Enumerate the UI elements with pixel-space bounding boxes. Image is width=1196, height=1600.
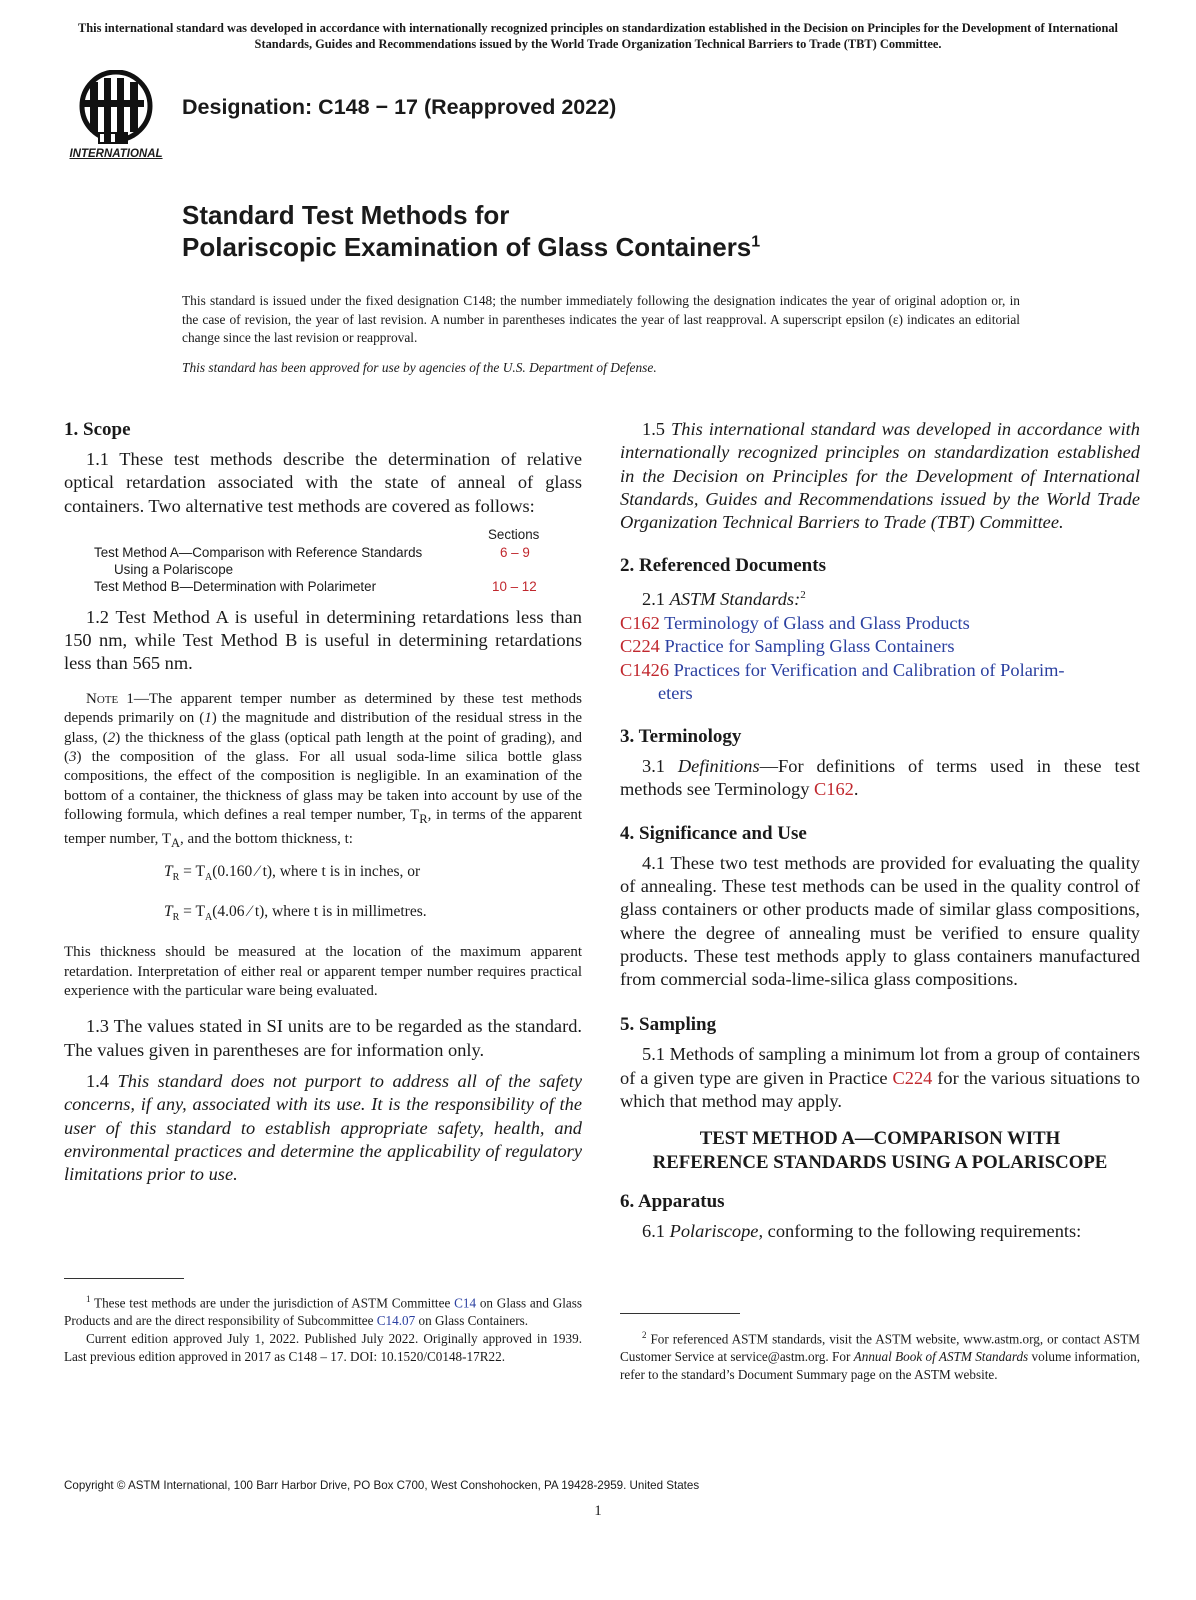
section-heading-scope: 1. Scope [64, 419, 131, 440]
section-heading-referenced-documents: 2. Referenced Documents [620, 555, 826, 577]
wto-notice: This international standard was developed in accordance with internationally recognized principles on standardization established in the Decision on Principles for the Development of International Standards, Guides and Recommendations issued by the World Trade Organization Technical Barriers to Trade (TBT) Committee. [77, 21, 1119, 51]
astm-standards-label: 2.1 ASTM Standards:$^2$ [642, 589, 806, 610]
link-c224[interactable]: C224 [892, 1067, 933, 1088]
toc-method-a: Test Method A—Comparison with Reference Standards [94, 544, 423, 560]
note-label: Note 1 [86, 690, 134, 707]
paragraph-3-1: 3.1 Definitions—For definitions of terms used in these test methods see Terminology C162. [620, 756, 1140, 800]
footnote-2: $^2$ For referenced ASTM standards, visit the ASTM website, www.astm.org, or contact ASTM Customer Service at service@astm.org. For Annual Book of ASTM Standards volume information, refer to the standard’s Document Summary page on the ASTM website. [620, 1330, 1140, 1383]
ref-item-c1426[interactable]: C1426 Practices for Verification and Calibration of Polarim- [620, 659, 1065, 680]
paragraph-1-3: 1.3 The values stated in SI units are to be regarded as the standard. The values given in parentheses are for information only. [64, 1016, 582, 1060]
paragraph-6-1: 6.1 Polariscope, conforming to the following requirements: [642, 1221, 1082, 1242]
note-1: Note 1—The apparent temper number as determined by these test methods depends primarily on (1) the magnitude and distribution of the residual stress in the glass, (2) the thickness of the glass (optical path length at the point of grading), and (3) the composition of the glass. For all usual soda-lime silica bottle glass compositions, the effect of the composition is negligible. In an examination of the bottom of a container, the thickness of glass may be taken into account by use of the following formula, which defines a real temper number, $T_R$, in terms of the apparent temper number, $T_A$, and the bottom thickness, t: [64, 690, 582, 850]
paragraph-1-4: 1.4 This standard does not purport to address all of the safety concerns, if any, associated with its use. It is the responsibility of the user of this standard to establish appropriate safety, health, and environmental practices and determine the applicability of regulatory limitations prior to use. [64, 1071, 582, 1185]
toc-method-b: Test Method B—Determination with Polarimeter [94, 578, 377, 594]
right-column [620, 418, 1140, 1244]
footnote-1-edition: Current edition approved July 1, 2022. Published July 2022. Originally approved in 1939. Last previous edition approved in 2017 as C148 – 17. DOI: 10.1520/C0148-17R22. [64, 1331, 582, 1365]
designation: Designation: C148 − 17 (Reapproved 2022) [182, 95, 617, 119]
title-line-2 [182, 231, 760, 263]
formula-millimetres: $T_R = T_A(4.06$ ⁄ t), where t is in millimetres. [164, 903, 427, 924]
sections-table [64, 526, 582, 606]
note-1-continuation: This thickness should be measured at the location of the maximum apparent retardation. Interpretation of either real or apparent temper number requires practical experience with the particular ware being evaluated. [64, 944, 582, 1000]
title-line-1: Standard Test Methods for [182, 200, 510, 230]
section-heading-terminology: 3. Terminology [620, 726, 742, 748]
title-line-2-text: Polariscopic Examination of Glass Containers [182, 232, 752, 262]
issue-note: This standard is issued under the fixed designation C148; the number immediately following the designation indicates the year of original adoption or, in the case of revision, the year of last revision. A number in parentheses indicates the year of last reapproval. A superscript epsilon (ε) indicates an editorial change since the last revision or reapproval. [182, 293, 1020, 345]
toc-method-a-cont: Using a Polariscope [114, 561, 234, 577]
document-title [182, 199, 760, 263]
toc-method-b-sections[interactable]: 10 – 12 [492, 578, 537, 594]
test-method-a-line-1: TEST METHOD A—COMPARISON WITH [699, 1128, 1061, 1150]
section-heading-significance: 4. Significance and Use [620, 822, 807, 844]
ref-item-c1426-cont[interactable]: eters [658, 682, 693, 703]
paragraph-5-1: 5.1 Methods of sampling a minimum lot from a group of containers of a given type are given in Practice C224 for the various situations to which that method may apply. [620, 1044, 1140, 1112]
footnote-rule-right [620, 1313, 740, 1314]
paragraph-4-1: 4.1 These two test methods are provided for evaluating the quality of annealing. These test methods can be used in the quality control of glass containers or other products made of similar glass compositions, where the degree of annealing must be verified to ensure quality products. These test methods apply to glass containers manufactured from commercial soda-lime-silica glass compositions. [620, 852, 1140, 990]
dod-approval-note: This standard has been approved for use by agencies of the U.S. Department of Defense. [182, 360, 657, 375]
test-method-a-line-2: REFERENCE STANDARDS USING A POLARISCOPE [652, 1151, 1108, 1173]
toc-method-a-sections[interactable]: 6 – 9 [500, 544, 530, 560]
paragraph-1-2: 1.2 Test Method A is useful in determining retardations less than 150 nm, while Test Method B is useful in determining retardations less than 565 nm. [64, 606, 582, 674]
section-heading-sampling: 5. Sampling [620, 1014, 717, 1036]
link-c162[interactable]: C162 [814, 779, 854, 800]
copyright-footer: Copyright © ASTM International, 100 Barr Harbor Drive, PO Box C700, West Conshohocken, PA 19428-2959. United States [64, 1479, 700, 1492]
page-number: 1 [594, 1503, 602, 1519]
footnote-1: $^1$ These test methods are under the jurisdiction of ASTM Committee C14 on Glass and Glass Products and are the direct responsibility of Subcommittee C14.07 on Glass Containers. Current edition approved July 1, 2022. Published July 2022. Originally approved in 1939. Last previous edition approved in 2017 as C148 – 17. DOI: 10.1520/C0148-17R22. [64, 1294, 582, 1365]
sections-header: Sections [488, 526, 540, 542]
paragraph-1-1: 1.1 These test methods describe the determination of relative optical retardation associated with the state of anneal of glass containers. Two alternative test methods are covered as follows: [64, 449, 582, 516]
section-heading-apparatus: 6. Apparatus [620, 1191, 725, 1213]
ref-item-c224[interactable]: C224 Practice for Sampling Glass Containers [620, 636, 955, 657]
paragraph-1-5: 1.5 This international standard was developed in accordance with internationally recognized principles on standardization established in the Decision on Principles for the Development of International Standards, Guides and Recommendations issued by the World Trade Organization Technical Barriers to Trade (TBT) Committee. [620, 419, 1140, 533]
left-column [64, 418, 582, 1187]
astm-logo [64, 70, 168, 164]
ref-item-c162[interactable]: C162 Terminology of Glass and Glass Products [620, 612, 970, 633]
link-c14-07[interactable]: C14.07 [376, 1313, 416, 1329]
test-method-a-heading [620, 1127, 1140, 1174]
footnote-rule-left [64, 1278, 184, 1279]
link-c14[interactable]: C14 [454, 1295, 477, 1311]
title-footnote-mark: 1 [751, 233, 761, 251]
formula-inches: $T_R = T_A(0.160$ ⁄ t), where t is in inches, or [164, 863, 421, 884]
logo-international-text: INTERNATIONAL [69, 148, 163, 160]
